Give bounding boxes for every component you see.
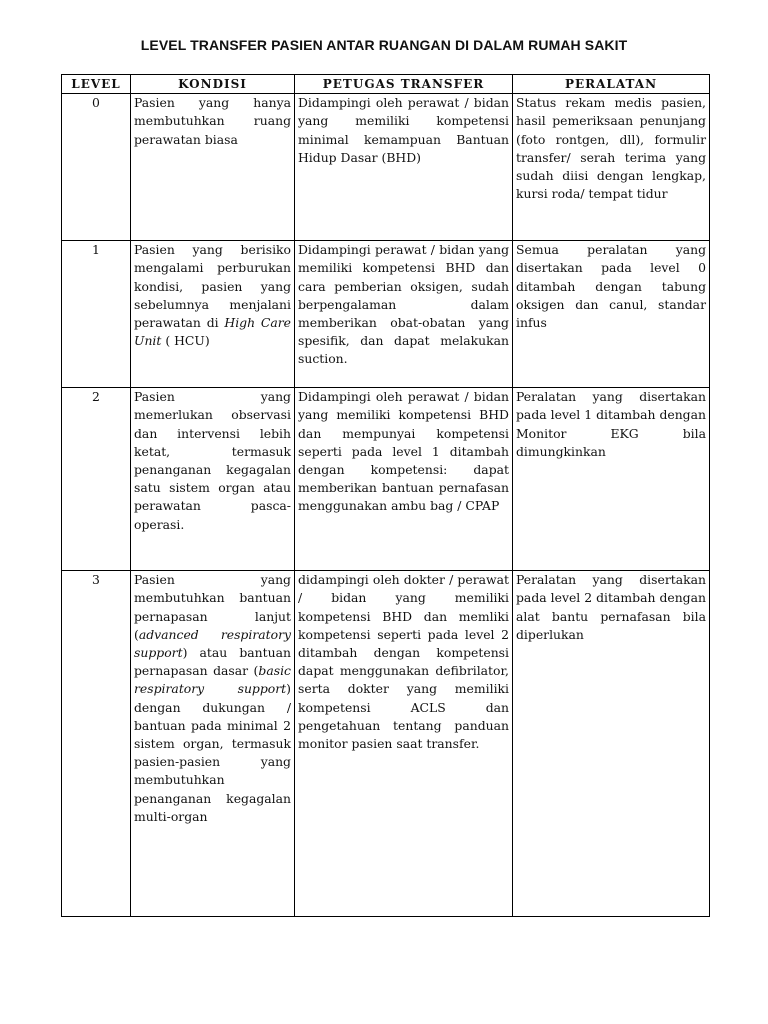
document-title: LEVEL TRANSFER PASIEN ANTAR RUANGAN DI DALAM RUMAH SAKIT: [140, 37, 628, 53]
kondisi-text: ( HCU): [161, 333, 210, 349]
peralatan-cell: Status rekam medis pasien, hasil pemeriksaan penunjang (foto rontgen, dll), formulir transfer/ serah terima yang sudah diisi dengan lengkap, kursi roda/ tempat tidur: [513, 94, 710, 241]
kondisi-italic-term: basic respiratory support: [134, 663, 291, 697]
header-kondisi: KONDISI: [131, 75, 295, 94]
table-row: [62, 388, 710, 571]
kondisi-cell: Pasien yang hanya membutuhkan ruang perawatan biasa: [131, 94, 295, 241]
level-cell: 2: [62, 388, 131, 571]
header-petugas-transfer: PETUGAS TRANSFER: [295, 75, 513, 94]
transfer-level-table: [61, 74, 710, 917]
petugas-cell: didampingi oleh dokter / perawat / bidan yang memiliki kompetensi BHD dan memliki kompetensi seperti pada level 2 ditambah dengan kompetensi dapat menggunakan defibrilator, serta dokter yang memiliki kompetensi ACLS dan pengetahuan tentang panduan monitor pasien saat transfer.: [295, 571, 513, 917]
level-cell: 3: [62, 571, 131, 917]
petugas-cell: Didampingi oleh perawat / bidan yang memiliki kompetensi BHD dan mempunyai kompetensi seperti pada level 1 ditambah dengan kompetensi: dapat memberikan bantuan pernafasan menggunakan ambu bag / CPAP: [295, 388, 513, 571]
peralatan-cell: Peralatan yang disertakan pada level 1 ditambah dengan Monitor EKG bila dimungkinkan: [513, 388, 710, 571]
header-level: LEVEL: [62, 75, 131, 94]
petugas-cell: Didampingi oleh perawat / bidan yang memiliki kompetensi minimal kemampuan Bantuan Hidup Dasar (BHD): [295, 94, 513, 241]
kondisi-cell: [131, 241, 295, 388]
petugas-cell: Didampingi perawat / bidan yang memiliki kompetensi BHD dan cara pemberian oksigen, sudah berpengalaman dalam memberikan obat-obatan yang spesifik, dan dapat melakukan suction.: [295, 241, 513, 388]
kondisi-italic-term: High Care Unit: [134, 315, 292, 349]
table-row: [62, 571, 710, 917]
level-cell: 1: [62, 241, 131, 388]
header-peralatan: PERALATAN: [513, 75, 710, 94]
table-header-row: [62, 75, 710, 94]
peralatan-cell: Peralatan yang disertakan pada level 2 ditambah dengan alat bantu pernafasan bila diperlukan: [513, 571, 710, 917]
kondisi-text: Pasien yang membutuhkan bantuan pernapasan lanjut (: [134, 572, 291, 642]
kondisi-italic-term: advanced respiratory support: [134, 626, 291, 661]
kondisi-cell: Pasien yang memerlukan observasi dan intervensi lebih ketat, termasuk penanganan kegagalan satu sistem organ atau perawatan pasca-operasi.: [131, 388, 295, 571]
kondisi-text: ) atau bantuan pernapasan dasar (: [134, 645, 291, 679]
kondisi-text: Pasien yang berisiko mengalami perburukan kondisi, pasien yang sebelumnya menjalani perawatan di: [134, 242, 291, 331]
level-cell: 0: [62, 94, 131, 241]
table-row: [62, 94, 710, 241]
kondisi-text: ) dengan dukungan / bantuan pada minimal 2 sistem organ, termasuk pasien-pasien yang membutuhkan penanganan kegagalan multi-organ: [134, 681, 291, 824]
table-row: [62, 241, 710, 388]
kondisi-cell: [131, 571, 295, 917]
peralatan-cell: Semua peralatan yang disertakan pada level 0 ditambah dengan tabung oksigen dan canul, standar infus: [513, 241, 710, 388]
